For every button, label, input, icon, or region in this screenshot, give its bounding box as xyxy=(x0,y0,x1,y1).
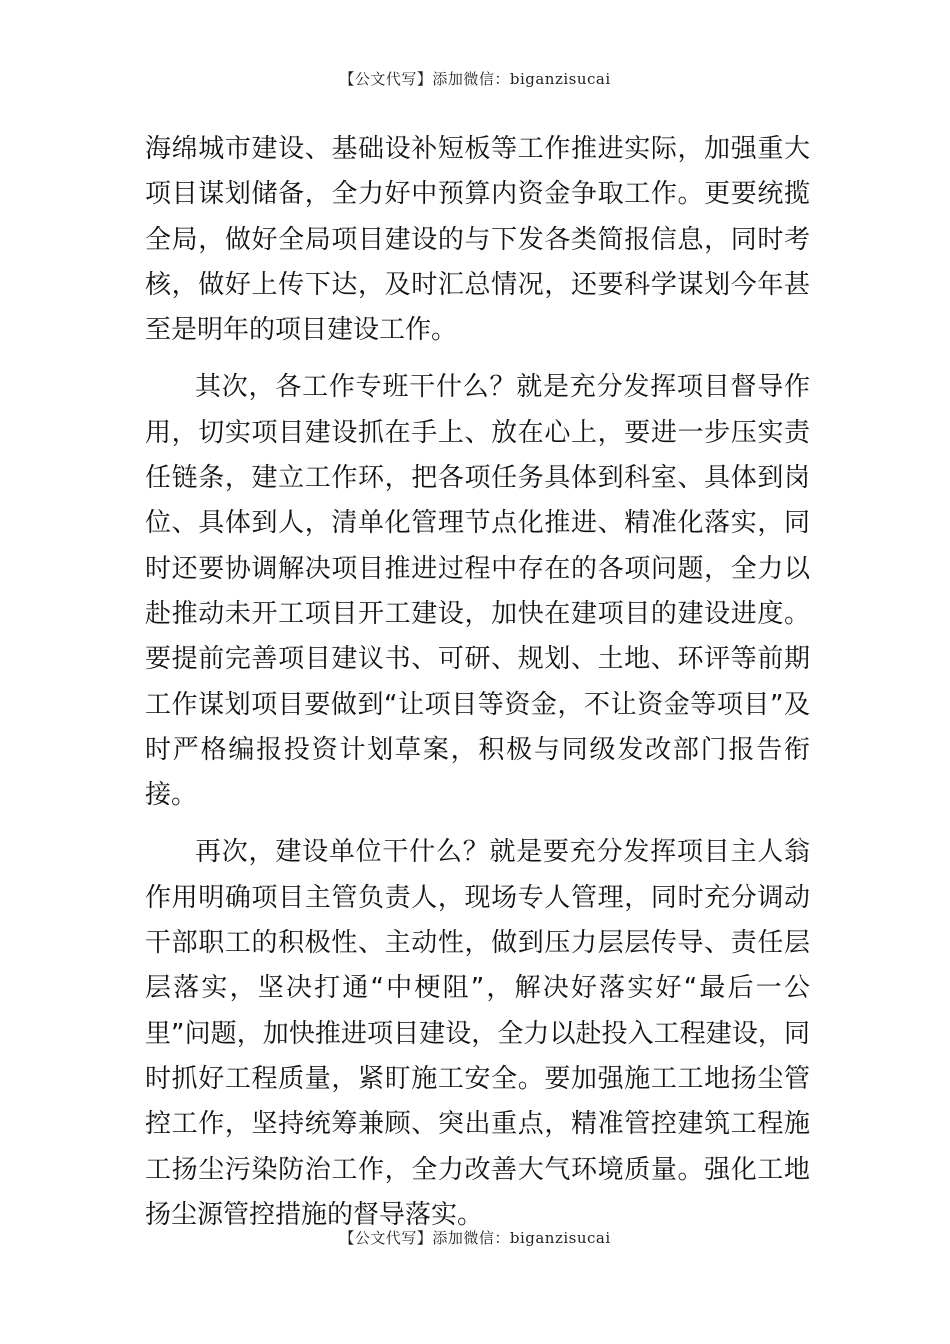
paragraph-continued: 海绵城市建设、基础设补短板等工作推进实际，加强重大项目谋划储备，全力好中预算内资金争取工作。更要统揽全局，做好全局项目建设的与下发各类简报信息，同时考核，做好上传下达，及时汇总情况，还要科学谋划今年甚至是明年的项目建设工作。 xyxy=(145,134,810,346)
header-watermark-text: 【公文代写】添加微信：biganzisucai xyxy=(339,70,611,88)
document-body xyxy=(145,127,810,1238)
footer-watermark-text: 【公文代写】添加微信：biganzisucai xyxy=(339,1229,611,1247)
paragraph-secondly: 其次，各工作专班干什么？就是充分发挥项目督导作用，切实项目建设抓在手上、放在心上，要进一步压实责任链条，建立工作环，把各项任务具体到科室、具体到岗位、具体到人，清单化管理节点化推进、精准化落实，同时还要协调解决项目推进过程中存在的各项问题，全力以赴推动未开工项目开工建设，加快在建项目的建设进度。要提前完善项目建议书、可研、规划、土地、环评等前期工作谋划项目要做到“让项目等资金，不让资金等项目”及时严格编报投资计划草案，积极与同级发改部门报告衔接。 xyxy=(145,372,810,811)
paragraph-thirdly: 再次，建设单位干什么？就是要充分发挥项目主人翁作用明确项目主管负责人，现场专人管理，同时充分调动干部职工的积极性、主动性，做到压力层层传导、责任层层落实，坚决打通“中梗阻”，解决好落实好“最后一公里”问题，加快推进项目建设，全力以赴投入工程建设，同时抓好工程质量，紧盯施工安全。要加强施工工地扬尘管控工作，坚持统筹兼顾、突出重点，精准管控建筑工程施工扬尘污染防治工作，全力改善大气环境质量。强化工地扬尘源管控措施的督导落实。 xyxy=(145,837,810,1230)
